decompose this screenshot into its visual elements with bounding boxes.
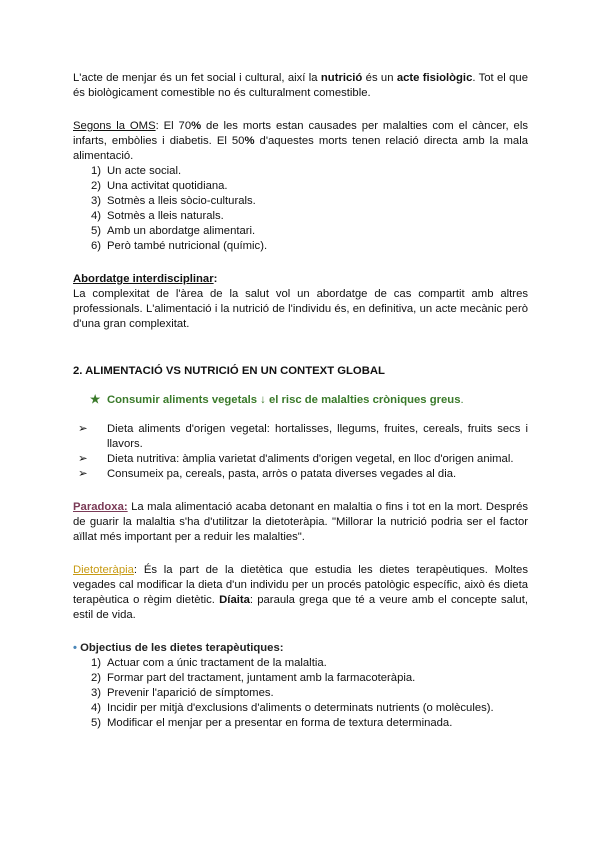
list-item — [91, 209, 528, 224]
bullet-icon: • — [73, 642, 77, 654]
list-text: Consumeix pa, cereals, pasta, arròs o patata diverses vegades al dia. — [107, 468, 457, 480]
oms-list — [73, 164, 528, 254]
arrow-bullet-icon: ➢ — [78, 468, 88, 480]
diaita-term: Díaita — [219, 594, 250, 606]
dietoterapia-paragraph — [73, 563, 528, 623]
list-text: Amb un abordatge alimentari. — [107, 225, 256, 237]
arrow-bullet-icon: ➢ — [78, 423, 88, 435]
abordatge-colon: : — [213, 273, 218, 285]
abordatge-paragraph: La complexitat de l'àrea de la salut vol un abordatge de cas compartit amb altres professionals. L'alimentació i la nutrició de l'individu és, en definitiva, un acte mecànic però d'una gran complexitat. — [73, 288, 528, 330]
objectius-colon: : — [279, 642, 284, 654]
list-text: Sotmès a lleis naturals. — [107, 210, 224, 222]
list-number: 2) — [91, 672, 102, 684]
list-text: Però també nutricional (químic). — [107, 240, 268, 252]
star-text-end: . — [460, 394, 464, 406]
star-text: Consumir aliments vegetals ↓ el risc de malalties cròniques greus — [107, 394, 461, 406]
list-item — [91, 164, 528, 179]
paradoxa-label: Paradoxa: — [73, 501, 128, 513]
list-item — [78, 452, 528, 467]
abordatge-title-line — [73, 272, 528, 287]
paradoxa-paragraph — [73, 500, 528, 545]
list-item — [91, 194, 528, 209]
list-text: Un acte social. — [107, 165, 182, 177]
oms-text: d'aquestes morts tenen relació directa amb la mala alimentació. — [73, 135, 528, 162]
list-text: Actuar com a únic tractament de la malaltia. — [107, 657, 327, 669]
oms-percent: % — [244, 135, 255, 147]
list-text: Incidir per mitjà d'exclusions d'aliments o determinats nutrients (o molècules). — [107, 702, 494, 714]
list-item — [78, 467, 528, 482]
intro-text: . Tot el que és biològicament comestible no és culturalment comestible. — [73, 72, 528, 99]
oms-label: Segons la OMS — [73, 120, 156, 132]
list-text: Modificar el menjar per a presentar en forma de textura determinada. — [107, 717, 453, 729]
dietoterapia-label: Dietoteràpia — [73, 564, 134, 576]
list-item — [91, 179, 528, 194]
oms-paragraph — [73, 119, 528, 164]
star-highlight — [73, 393, 528, 408]
intro-bold-acte-fisiologic: acte fisiològic — [396, 72, 473, 84]
list-number: 2) — [91, 180, 102, 192]
list-number: 1) — [91, 657, 102, 669]
list-number: 4) — [91, 210, 102, 222]
objectius-title — [73, 641, 528, 656]
oms-text: : El 70 — [155, 120, 192, 132]
list-text: Formar part del tractament, juntament amb la farmacoteràpia. — [107, 672, 416, 684]
oms-percent: % — [191, 120, 202, 132]
list-number: 3) — [91, 195, 102, 207]
intro-text: és un — [362, 72, 397, 84]
list-item — [91, 716, 528, 731]
intro-paragraph — [73, 71, 528, 101]
oms-text: de les morts estan causades per malalties com el càncer, els infarts, embòlies i diabetis. El 50 — [73, 120, 528, 147]
arrow-bullet-icon: ➢ — [78, 453, 88, 465]
list-text: Dieta nutritiva: àmplia varietat d'aliments d'origen vegetal, en lloc d'origen animal. — [107, 453, 514, 465]
list-item — [91, 656, 528, 671]
list-text: Sotmès a lleis sòcio-culturals. — [107, 195, 256, 207]
intro-bold-nutricio: nutrició — [320, 72, 363, 84]
list-number: 1) — [91, 165, 102, 177]
list-number: 5) — [91, 225, 102, 237]
objectius-title-text: Objectius de les dietes terapèutiques — [76, 642, 280, 654]
objectius-list — [73, 656, 528, 731]
star-icon: ★ — [90, 394, 101, 406]
list-number: 3) — [91, 687, 102, 699]
list-item — [91, 686, 528, 701]
list-number: 4) — [91, 702, 102, 714]
list-item — [91, 701, 528, 716]
section-heading: 2. ALIMENTACIÓ VS NUTRICIÓ EN UN CONTEXT GLOBAL — [73, 365, 385, 377]
list-item — [91, 224, 528, 239]
list-number: 6) — [91, 240, 102, 252]
diet-bullet-list — [73, 422, 528, 482]
document-body — [73, 71, 528, 731]
list-text: Prevenir l'aparició de símptomes. — [107, 687, 274, 699]
dietoterapia-text: : És la part de la dietètica que estudia les dietes terapèutiques. Moltes vegades cal modificar la dieta d'un individu per un procés patològic específic, això és dieta terapèutica o règim dietètic. — [73, 564, 528, 606]
paradoxa-text: La mala alimentació acaba detonant en malaltia o fins i tot en la mort. Després de guarir la malaltia s'ha d'utilitzar la dietoteràpia. "Millorar la nutrició podria ser el factor aïllat més important per a reduir les malalties". — [73, 501, 528, 543]
list-item — [91, 671, 528, 686]
list-item — [78, 422, 528, 452]
abordatge-title: Abordatge interdisciplinar — [73, 273, 214, 285]
list-text: Una activitat quotidiana. — [107, 180, 228, 192]
list-item — [91, 239, 528, 254]
dietoterapia-text: : paraula grega que té a veure amb el concepte salut, estil de vida. — [73, 594, 528, 621]
list-number: 5) — [91, 717, 102, 729]
intro-text: L'acte de menjar és un fet social i cultural, així la — [73, 72, 321, 84]
list-text: Dieta aliments d'origen vegetal: hortalisses, llegums, fruites, cereals, fruits secs i llavors. — [107, 423, 528, 450]
